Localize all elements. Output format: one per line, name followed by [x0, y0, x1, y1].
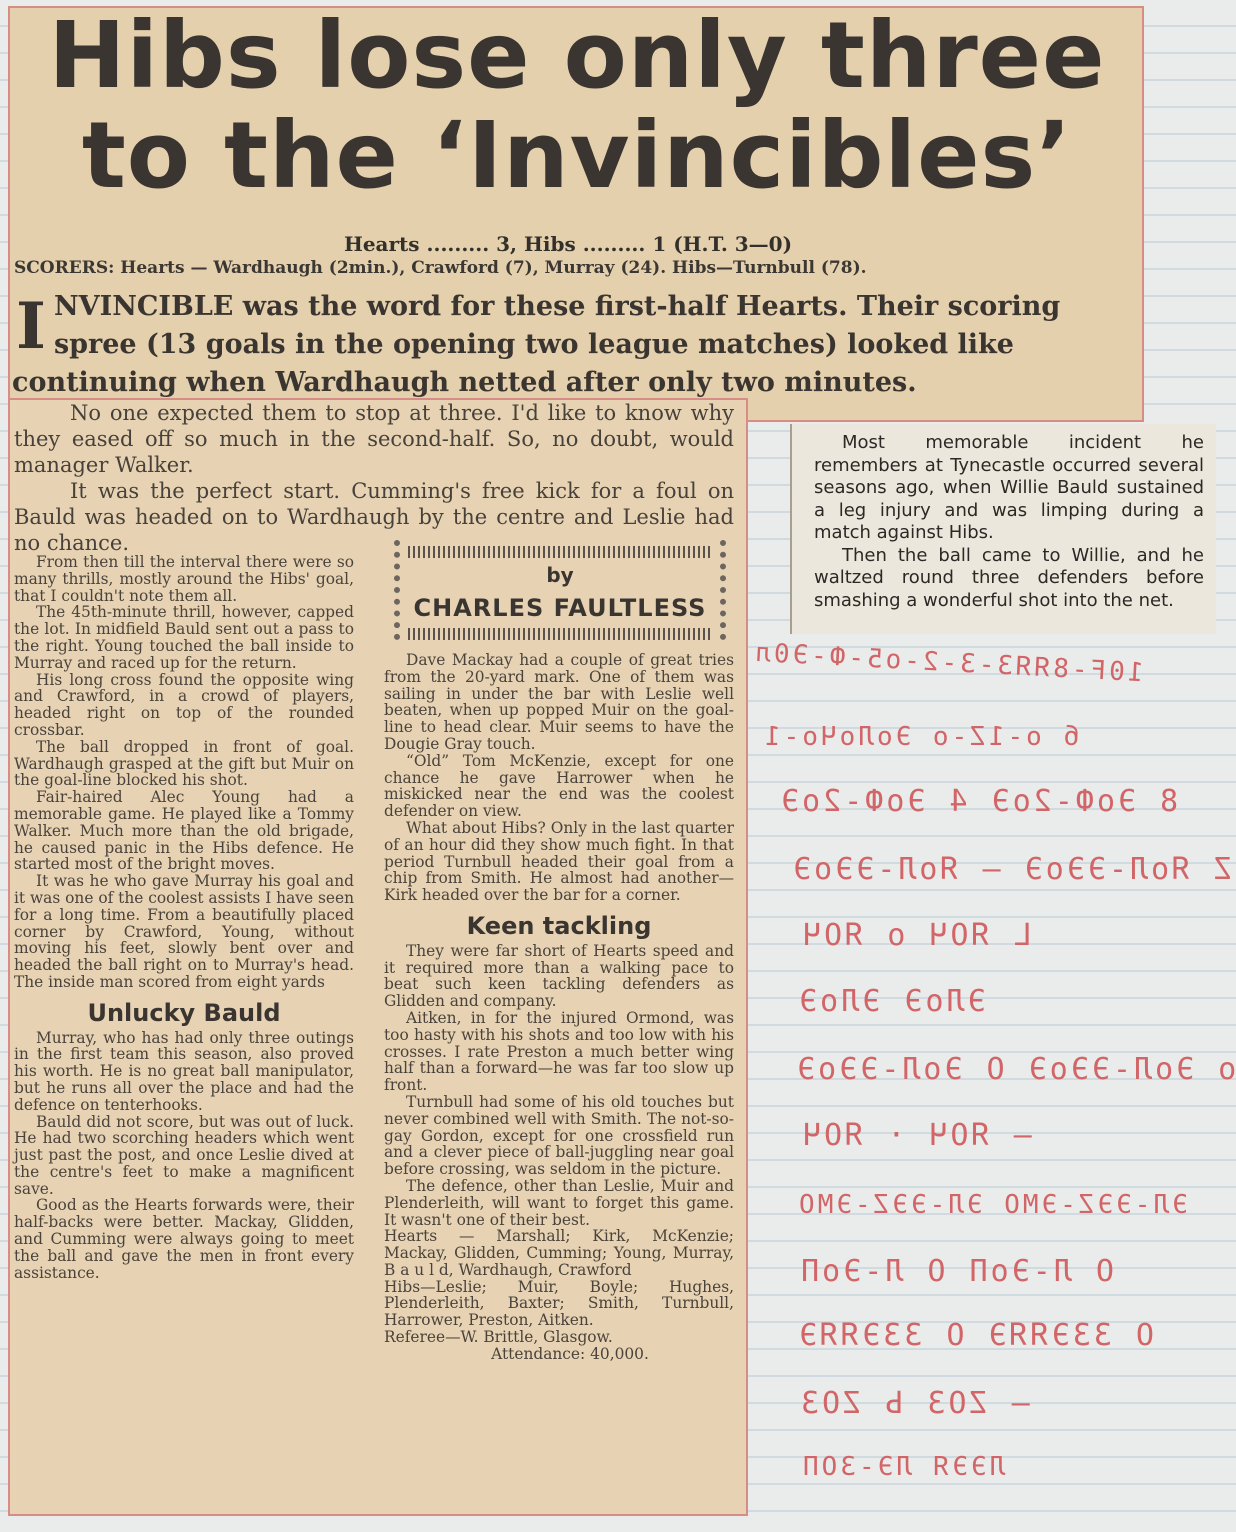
intro-paragraph — [12, 288, 1122, 402]
intro-text: NVINCIBLE was the word for these first-half Hearts. Their scoring spree (13 goals in the opening two league matches) looked like continuing when Wardhaugh netted after only two minutes. — [12, 291, 1061, 398]
handwritten-note: ЛЭЭЯ ЛЭ-ЗОП — [800, 1452, 1006, 1482]
paragraph: The defence, other than Leslie, Muir and Plenderleith, will want to forget this game. It wasn't one of their best. — [384, 1176, 734, 1229]
paragraph: Good as the Hearts forwards were, their half-backs were better. Mackay, Glidden, and Cumming were always going to meet the ball and gave the men in front every assistance. — [14, 1196, 354, 1282]
attendance: Attendance: 40,000. — [491, 1344, 649, 1363]
handwritten-note: О Л-ЭоП О Л-ЭоП — [798, 1254, 1114, 1289]
byline-name: CHARLES FAULTLESS — [413, 594, 707, 622]
paragraph: What about Hibs? Only in the last quarter of an hour did they show much fight. In that period Turnbull headed their goal from a chip from Smith. He almost had another—Kirk headed over the bar for a corner. — [384, 818, 734, 905]
right-column — [384, 652, 734, 1363]
handwritten-note: 8 ЭоФ-2оЭ 4 ЭоФ-2оЭ — [778, 784, 1179, 819]
team-hearts: Hearts — Marshall; Kirk, McKenzie; Mackay, Glidden, Cumming; Young, Murray, B a u l d, Wardhaugh, Crawford — [384, 1227, 734, 1279]
handwritten-note: О ЗЗЭЯЯЭ О ЗЗЭЯЯЭ — [796, 1318, 1155, 1353]
score-line: Hearts ......... 3, Hibs ......... 1 (H.T. 3—0) — [343, 232, 793, 256]
byline-rule — [408, 546, 712, 558]
side-clipping — [790, 424, 1216, 634]
handwritten-note: — ЯОЧ · ЯОЧ — [800, 1118, 1032, 1153]
side-paragraph: Then the ball came to Willie, and he waltzed round three defenders before smashing a wonderful shot into the net. — [814, 544, 1204, 611]
side-paragraph: Most memorable incident he remembers at Tynecastle occurred several seasons ago, when Willie Bauld sustained a leg injury and was limping during a match against Hibs. — [814, 432, 1204, 543]
paragraph: It was he who gave Murray his goal and it was one of the coolest assists I have seen for a long time. From a beautifully placed corner by Crawford, Young, without moving his feet, slowly bent over and headed the ball right on to Murray's head. The inside man scored from eight yards — [14, 872, 354, 991]
handwritten-note: ЭЛоЭ ЭЛоЭ — [796, 984, 986, 1019]
paragraph: Aitken, in for the injured Ormond, was too hasty with his shots and too low with his crosses. I rate Preston a much better wing half than a forward—he was far too slow up front. — [384, 1008, 734, 1095]
paragraph: Bauld did not score, but was out of luck. He had two scorching headers which went just past the post, and once Leslie dived at the centre's feet to make a magnificent save. — [14, 1112, 354, 1198]
paragraph: “Old” Tom McKenzie, except for one chance he gave Harrower when he miskicked near the end was the coolest defender on view. — [384, 751, 734, 821]
headline-line-2: to the ‘Invincibles’ — [81, 102, 1073, 209]
headline-line-1: Hibs lose only three — [48, 2, 1106, 109]
handwritten-note: 10F-8ЯЯЗ-З-2-о5-Ф-Э0л — [751, 637, 1145, 689]
paragraph: Turnbull had some of his old touches but never combined well with Smith. The not-so-gay Gordon, except for one crossfield run and a clever piece of ball-juggling near goal before crossing, was seldom in the picture. — [384, 1092, 734, 1179]
headline — [32, 2, 1122, 209]
subhead-keen-tackling: Keen tackling — [466, 911, 652, 940]
paragraph: From then till the interval there were so many thrills, mostly around the Hibs' goal, that I couldn't note them all. — [14, 553, 354, 605]
handwritten-note: L ЯОЧ о ЯОЧ — [800, 918, 1032, 953]
scorers-line: SCORERS: Hearts — Wardhaugh (2min.), Crawford (7), Murray (24). Hibs—Turnbull (78). — [14, 258, 867, 278]
byline-by: by — [546, 563, 574, 587]
paragraph: They were far short of Hearts speed and it required more than a walking pace to beat such keen tackling defenders as Glidden and company. — [384, 941, 734, 1011]
lede-paragraph: No one expected them to stop at three. I'd like to know why they eased off so much in the second-half. So, no doubt, would manager Walker. — [14, 401, 734, 477]
lede-paragraph: It was the perfect start. Cumming's free kick for a foul on Bauld was headed on to Wardhaugh by the centre and Leslie had no chance. — [14, 479, 734, 555]
paragraph: The 45th-minute thrill, however, capped the lot. In midfield Bauld sent out a pass to the right. Young touched the ball inside to Murray and raced up for the return. — [14, 603, 354, 672]
paragraph: The ball dropped in front of goal. Wardhaugh grasped at the gift but Muir on the goal-line blocked his shot. — [14, 737, 354, 790]
handwritten-note: б о-1Z-о ЭоЛоЧо-1 — [762, 722, 1080, 752]
paragraph: Fair-haired Alec Young had a memorable game. He played like a Tommy Walker. Much more than the old brigade, he caused panic in the Hibs defence. He started most of the bright moves. — [14, 788, 354, 874]
lede — [14, 400, 734, 556]
referee: Referee—W. Brittle, Glasgow. — [384, 1328, 613, 1347]
handwritten-note: — ZОЗ Ь ZОЗ — [798, 1386, 1030, 1421]
byline-rule — [408, 628, 712, 640]
handwritten-note: о ЭоЛ-ЭЭоЭ О ЭоЛ-ЭЭоЭ — [794, 1052, 1236, 1087]
subhead-unlucky-bauld: Unlucky Bauld — [87, 998, 281, 1027]
paragraph: His long cross found the opposite wing and Crawford, in a crowd of players, headed right on top of the rounded crossbar. — [14, 670, 354, 739]
drop-cap: I — [16, 289, 46, 364]
team-hibs: Hibs—Leslie; Muir, Boyle; Hughes, Plenderleith, Baxter; Smith, Turnbull, Harrower, Preston, Aitken. — [384, 1277, 734, 1330]
paragraph: Murray, who has had only three outings in the first team this season, also proved his worth. He is no great ball manipulator, but he runs all over the place and had the defence on tenterhooks. — [14, 1028, 354, 1114]
paragraph: Dave Mackay had a couple of great tries from the 20-yard mark. One of them was sailing in under the bar with Leslie well beaten, when up popped Muir on the goal-line to head clear. Muir seems to have the Dougie Gray touch. — [384, 651, 734, 753]
byline-box — [394, 540, 726, 640]
left-column — [14, 554, 354, 1281]
handwritten-note: ЭЛ-ЭЭZ-ЭМО ЭЛ-ЭЭZ-ЭМО — [796, 1190, 1188, 1220]
handwritten-note: Z ЯоЛ-ЭЭоЭ — ЯоЛ-ЭЭоЭ — [790, 852, 1233, 887]
